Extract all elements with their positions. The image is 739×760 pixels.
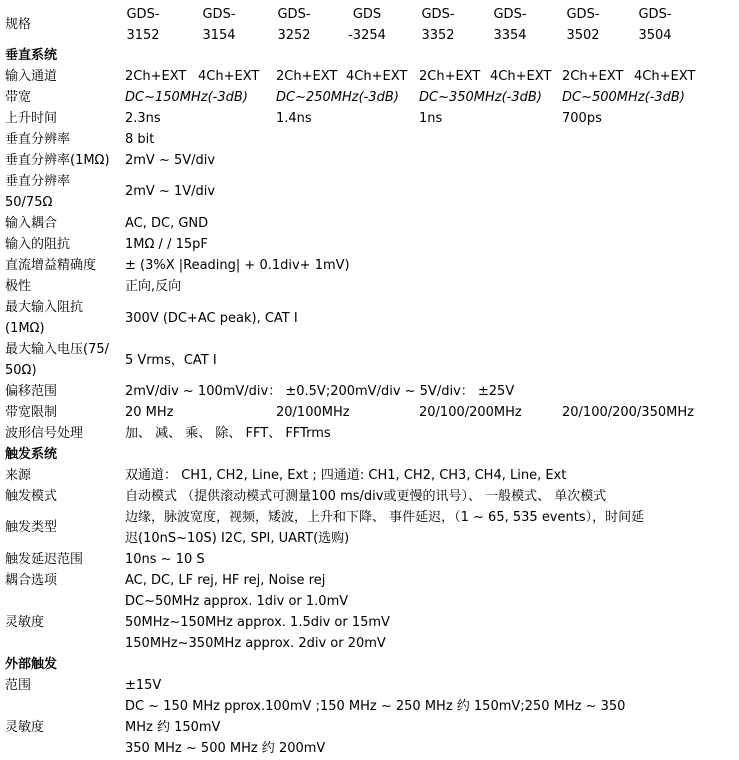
channel-value: 4Ch+EXT (346, 69, 408, 84)
model-header: GDS- 3354 (493, 7, 527, 43)
bw-limit-value: 20 MHz (125, 405, 174, 420)
rise-time-value: 700ps (562, 111, 602, 126)
header-label: 规格 (5, 17, 32, 32)
row-label: 触发模式 (5, 489, 58, 504)
section-title-vertical: 垂直系统 (5, 48, 58, 63)
channel-value: 2Ch+EXT (419, 69, 481, 84)
row-label: 垂直分辨率 (5, 174, 71, 189)
row-value: 2mV ~ 1V/div (125, 184, 216, 199)
row-label: (1MΩ) (5, 321, 45, 336)
row-label: 极性 (5, 279, 32, 294)
row-value: 150MHz~350MHz approx. 2div or 20mV (125, 636, 386, 651)
model-header: GDS- 3252 (277, 7, 311, 43)
row-label: 上升时间 (5, 111, 58, 126)
row-label: 灵敏度 (5, 615, 45, 630)
row-value: 双通道： CH1, CH2, Line, Ext ; 四通道: CH1, CH2, CH3, CH4, Line, Ext (125, 468, 567, 483)
row-label: 带宽限制 (5, 405, 58, 420)
bw-limit-value: 20/100MHz (276, 405, 350, 420)
row-label: 耦合选项 (5, 573, 58, 588)
row-label: 垂直分辨率(1MΩ) (5, 153, 110, 168)
row-value: 1MΩ / / 15pF (125, 237, 208, 252)
row-value: MHz 约 150mV (125, 720, 221, 735)
row-value: DC ~ 150 MHz pprox.100mV ;150 MHz ~ 250 MHz 约 150mV;250 MHz ~ 350 (125, 699, 626, 714)
row-value: 边缘，脉波宽度，视频，矮波，上升和下降、 事件延迟，（1 ~ 65, 535 events），时间延 (125, 510, 645, 525)
section-title-external: 外部触发 (5, 657, 58, 672)
channel-value: 2Ch+EXT (276, 69, 338, 84)
row-label: 输入的阻抗 (5, 237, 71, 252)
row-label: 50/75Ω (5, 195, 53, 210)
rise-time-value: 2.3ns (125, 111, 161, 126)
row-value: 8 bit (125, 132, 155, 147)
model-header: GDS -3254 (348, 7, 386, 43)
row-label: 直流增益精确度 (5, 258, 97, 273)
row-label: 来源 (5, 468, 32, 483)
model-header: GDS- 3502 (566, 7, 600, 43)
row-label: 垂直分辨率 (5, 132, 71, 147)
row-value: 正向,反向 (125, 279, 182, 294)
channel-value: 2Ch+EXT (125, 69, 187, 84)
bandwidth-value: DC~350MHz(-3dB) (419, 90, 542, 105)
channel-value: 4Ch+EXT (198, 69, 260, 84)
row-label: 触发类型 (5, 520, 58, 535)
row-value: AC, DC, GND (125, 216, 209, 231)
channel-value: 4Ch+EXT (634, 69, 696, 84)
bandwidth-value: DC~150MHz(-3dB) (125, 90, 248, 105)
row-value: 迟(10nS~10S) I2C, SPI, UART(选购) (125, 531, 350, 546)
row-label: 触发延迟范围 (5, 552, 84, 567)
row-label: 输入耦合 (5, 216, 58, 231)
row-value: AC, DC, LF rej, HF rej, Noise rej (125, 573, 326, 588)
row-label: 范围 (5, 678, 32, 693)
row-label: 带宽 (5, 90, 32, 105)
bandwidth-value: DC~250MHz(-3dB) (276, 90, 399, 105)
model-header: GDS- 3352 (421, 7, 455, 43)
row-value: 10ns ~ 10 S (125, 552, 205, 567)
row-value: 2mV/div ~ 100mV/div： ±0.5V;200mV/div ~ 5V/div： ±25V (125, 384, 515, 399)
model-header: GDS- 3154 (202, 7, 236, 43)
row-label: 输入通道 (5, 69, 58, 84)
row-label: 最大输入电压(75/ (5, 342, 109, 357)
model-header: GDS- 3504 (638, 7, 672, 43)
row-value: 2mV ~ 5V/div (125, 153, 216, 168)
model-header: GDS- 3152 (126, 7, 160, 43)
row-label: 偏移范围 (5, 384, 58, 399)
row-value: 5 Vrms，CAT I (125, 353, 217, 368)
row-label: 灵敏度 (5, 720, 45, 735)
row-value: 300V (DC+AC peak), CAT I (125, 311, 298, 326)
row-value: 自动模式 （提供滚动模式可测量100 ms/div或更慢的讯号）、 一般模式、 单次模式 (125, 489, 607, 504)
bw-limit-value: 20/100/200MHz (419, 405, 522, 420)
row-value: 350 MHz ~ 500 MHz 约 200mV (125, 741, 326, 756)
row-value: ± (3%X |Reading| + 0.1div+ 1mV) (125, 258, 350, 273)
row-label: 波形信号处理 (5, 426, 84, 441)
row-value: 50MHz~150MHz approx. 1.5div or 15mV (125, 615, 390, 630)
section-title-trigger: 触发系统 (5, 447, 58, 462)
bandwidth-value: DC~500MHz(-3dB) (562, 90, 685, 105)
row-value: DC~50MHz approx. 1div or 1.0mV (125, 594, 349, 609)
channel-value: 2Ch+EXT (562, 69, 624, 84)
row-label: 最大输入阻抗 (5, 300, 84, 315)
rise-time-value: 1.4ns (276, 111, 312, 126)
rise-time-value: 1ns (419, 111, 443, 126)
row-label: 50Ω) (5, 363, 37, 378)
row-value: ±15V (125, 678, 162, 693)
channel-value: 4Ch+EXT (490, 69, 552, 84)
row-value: 加、 减、 乘、 除、 FFT、 FFTrms (125, 426, 331, 441)
bw-limit-value: 20/100/200/350MHz (562, 405, 694, 420)
